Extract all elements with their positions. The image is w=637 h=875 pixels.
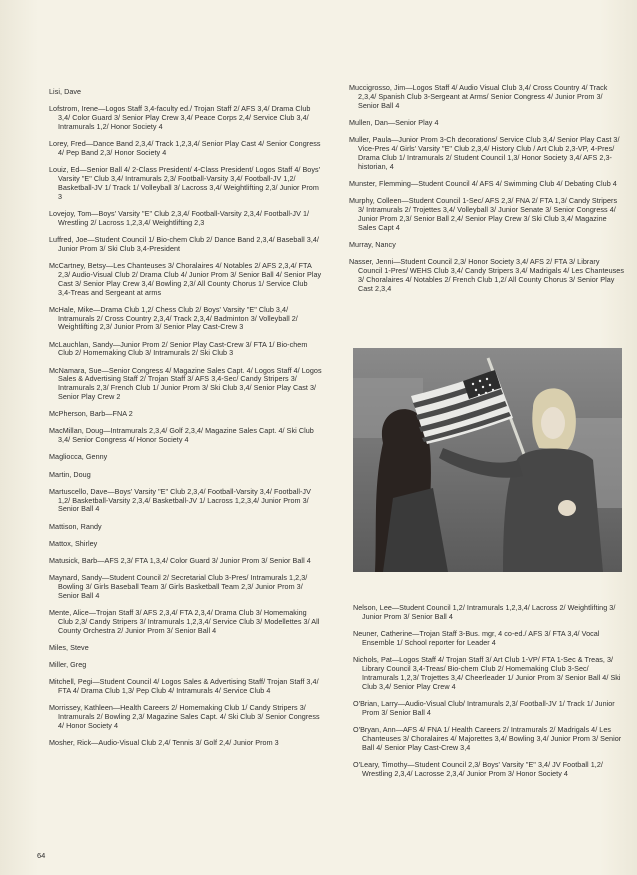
senior-entry: Murray, Nancy <box>349 239 396 249</box>
senior-entry: Luffred, Joe—Student Council 1/ Bio-chem Club 2/ Dance Band 2,3,4/ Baseball 3,4/ Junior Prom 3/ Ski Club 3,4-President <box>49 234 319 253</box>
senior-entry: McCartney, Betsy—Les Chanteuses 3/ Choralaires 4/ Notables 2/ AFS 2,3,4/ FTA 2,3/ Audio-Visual Club 2/ Drama Club 4/ Junior Prom 3/ Senior Ball 4/ Senior Play Cast 3/ Senior Play Crew 3,4/ Bowling 2,3/ All County Chorus 1/ Service Club 3,4-Treas and Sergeant at arms <box>49 260 322 297</box>
senior-entry: Neuner, Catherine—Trojan Staff 3-Bus. mgr, 4 co-ed./ AFS 3/ FTA 3,4/ Vocal Ensemble 1/ School reporter for Leader 4 <box>353 629 600 647</box>
senior-entry: Louiz, Ed—Senior Ball 4/ 2-Class President/ 4-Class President/ Logos Staff 4/ Boys' Varsity "E" Club 3,4/ Intramurals 2,3/ Football-Varsity 3,4/ Football-JV 1,2/ Basketball-JV 1/ Track 1/ Volleyball 3/ Lacross 3,4/ Weightlifting 2,3/ Junior Prom 3 <box>49 165 321 201</box>
senior-entry: Lofstrom, Irene—Logos Staff 3,4-faculty ed./ Trojan Staff 2/ AFS 3,4/ Drama Club 3,4/ Color Guard 3/ Senior Play Crew 3,4/ Peace Corps 2,4/ Service Club 3,4/ Intramurals 1,2/ Honor Society 4 <box>49 104 311 131</box>
senior-entry: Lovejoy, Tom—Boys' Varsity "E" Club 2,3,4/ Football-Varsity 2,3,4/ Football-JV 1/ Wrestling 2/ Lacross 1,2,3,4/ Weightlifting 2,3 <box>49 208 310 227</box>
senior-list-right-column-bottom <box>353 604 626 787</box>
senior-entry: Muccigrosso, Jim—Logos Staff 4/ Audio Visual Club 3,4/ Cross Country 4/ Track 2,3,4/ Spanish Club 3-Sergeant at Arms/ Senior Congress 4/ Junior Prom 3/ Senior Ball 4 <box>349 83 608 110</box>
senior-entry: Lorey, Fred—Dance Band 2,3,4/ Track 1,2,3,4/ Senior Play Cast 4/ Senior Congress 4/ Pep Band 2,3/ Honor Society 4 <box>49 139 321 157</box>
senior-entry: Miles, Steve <box>49 642 89 652</box>
flag-photo-illustration <box>353 348 622 572</box>
senior-entry: Morrissey, Kathleen—Health Careers 2/ Homemaking Club 1/ Candy Stripers 3/ Intramurals 2/ Bowling 2,3/ Magazine Sales Capt. 4/ Ski Club 3/ Senior Congress 4/ Honor Society 4 <box>49 702 320 730</box>
senior-entry: Martuscello, Dave—Boys' Varsity "E" Club 2,3,4/ Football-Varsity 3,4/ Football-JV 1,2/ Basketball-Varsity 2,3,4/ Basketball-JV 1/ Lacross 1,2,3,4/ Junior Prom 3/ Senior Ball 4 <box>49 486 311 514</box>
senior-entry: McLauchlan, Sandy—Junior Prom 2/ Senior Play Cast-Crew 3/ FTA 1/ Bio-chem Club 2/ Homemaking Club 3/ Intramurals 2/ Ski Club 3 <box>49 339 308 358</box>
senior-entry: Nasser, Jenni—Student Council 2,3/ Honor Society 3,4/ AFS 2/ FTA 3/ Library Council 1-Pres/ WEHS Club 3,4/ Candy Stripers 3,4/ Madrigals 4/ Les Chanteuses 3/ Choralaires 4/ Notables 2/ French Club 1,2/ All County Chorus 3/ Senior Play Cast 2,3,4 <box>349 256 624 293</box>
senior-entry: Mullen, Dan—Senior Play 4 <box>349 117 439 127</box>
senior-entry: MacMillan, Doug—Intramurals 2,3,4/ Golf 2,3,4/ Magazine Sales Capt. 4/ Ski Club 3,4/ Senior Congress 4/ Honor Society 4 <box>49 426 314 445</box>
page-number: 64 <box>37 851 46 860</box>
senior-entry: Mosher, Rick—Audio-Visual Club 2,4/ Tennis 3/ Golf 2,4/ Junior Prom 3 <box>49 737 279 747</box>
senior-entry: McNamara, Sue—Senior Congress 4/ Magazine Sales Capt. 4/ Logos Staff 4/ Logos Sales & Advertising Staff 2/ Trojan Staff 3/ AFS 3,4-Sec/ Candy Stripers 3/ Intramurals 2,3/ French Club 1/ Junior Prom 3/ Ski Club 3,4/ Senior Play Cast 3/ Senior Play Crew 2 <box>49 365 322 402</box>
senior-entry: Maynard, Sandy—Student Council 2/ Secretarial Club 3-Pres/ Intramurals 1,2,3/ Bowling 3/ Girls Baseball Team 3/ Girls Basketball Team 2,3/ Junior Prom 3/ Senior Ball 4 <box>49 572 308 600</box>
senior-list-right-column-top <box>349 84 624 302</box>
senior-entry: Magliocca, Genny <box>49 452 108 462</box>
senior-entry: Nichols, Pat—Logos Staff 4/ Trojan Staff 3/ Art Club 1-VP/ FTA 1-Sec & Treas, 3/ Library Council 3,4-Treas/ Bio-chem Club 2/ Homemaking Club 3-Sec/ Intramurals 1,2,3/ Trojettes 3,4/ Cheerleader 1/ Junior Prom 3/ Senior Ball 4/ Ski Club 3,4/ Senior Play Crew 4 <box>353 655 621 691</box>
senior-entry: O'Bryan, Ann—AFS 4/ FNA 1/ Health Careers 2/ Intramurals 2/ Madrigals 4/ Les Chanteuses 3/ Choralaires 4/ Majorettes 3,4/ Bowling 3,4/ Junior Prom 3/ Senior Ball 4/ Senior Play Cast-Crew 3,4 <box>353 724 622 752</box>
right-girl-face <box>541 407 565 439</box>
senior-entry: Mattison, Randy <box>49 521 102 531</box>
senior-entry: Martin, Doug <box>49 469 91 479</box>
senior-entry: Miller, Greg <box>49 659 87 669</box>
senior-entry: O'Brian, Larry—Audio-Visual Club/ Intramurals 2,3/ Football-JV 1/ Track 1/ Junior Prom 3/ Senior Ball 4 <box>353 698 615 717</box>
senior-entry: O'Leary, Timothy—Student Council 2,3/ Boys' Varsity "E" 3,4/ JV Football 1,2/ Wrestling 2,3,4/ Lacrosse 2,3,4/ Junior Prom 3/ Honor Society 4 <box>353 759 603 778</box>
senior-entry: Mattox, Shirley <box>49 538 98 548</box>
senior-entry: Mente, Alice—Trojan Staff 3/ AFS 2,3,4/ FTA 2,3,4/ Drama Club 3/ Homemaking Club 2,3/ Candy Stripers 3/ Intramurals 1,2,3,4/ Service Club 3/ Modellettes 3/ All County Orchestra 2/ Junior Prom 3/ Senior Ball 4 <box>49 607 320 635</box>
senior-entry: Munster, Flemming—Student Council 4/ AFS 4/ Swimming Club 4/ Debating Club 4 <box>349 178 617 188</box>
senior-entry: McHale, Mike—Drama Club 1,2/ Chess Club 2/ Boys' Varsity "E" Club 3,4/ Intramurals 2/ Cross Country 2,3,4/ Track 2,3,4/ Badminton 3/ Volleyball 2/ Weightlifting 2,3/ Junior Prom 3/ Senior Play Cast-Crew 3 <box>49 304 298 332</box>
senior-entry: McPherson, Barb—FNA 2 <box>49 409 133 419</box>
right-girl-hand <box>558 500 576 516</box>
senior-entry: Lisi, Dave <box>49 87 82 96</box>
senior-entry: Matusick, Barb—AFS 2,3/ FTA 1,3,4/ Color Guard 3/ Junior Prom 3/ Senior Ball 4 <box>49 555 311 565</box>
flag-photo <box>353 348 622 572</box>
senior-list-left-column <box>49 88 322 756</box>
senior-entry: Mitchell, Pegi—Student Council 4/ Logos Sales & Advertising Staff/ Trojan Staff 3,4/ FTA 4/ Drama Club 1,3/ Pep Club 4/ Intramurals 4/ Service Club 4 <box>49 676 319 695</box>
senior-entry: Muller, Paula—Junior Prom 3-Ch decorations/ Service Club 3,4/ Senior Play Cast 3/ Vice-Pres 4/ Girls' Varsity "E" Club 2,3,4/ History Club / Art Club 2,3-VP, 4-Pres/ Drama Club 1/ Intramurals 2/ Student Council 1,3/ Honor Society 3,4/ AFS 2,3-historian, 4 <box>349 135 620 171</box>
senior-entry: Murphy, Colleen—Student Council 1-Sec/ AFS 2,3/ FNA 2/ FTA 1,3/ Candy Stripers 3/ Intramurals 2/ Trojettes 3,4/ Volleyball 3/ Junior Senate 3/ Senior Congress 4/ Junior Prom 2,3/ Senior Ball 2,4/ Senior Play Crew 3/ Ski Club 3,4/ Magazine Sales Capt 4 <box>349 195 618 232</box>
senior-entry: Nelson, Lee—Student Council 1,2/ Intramurals 1,2,3,4/ Lacross 2/ Weightlifting 3/ Junior Prom 3/ Senior Ball 4 <box>353 603 616 621</box>
